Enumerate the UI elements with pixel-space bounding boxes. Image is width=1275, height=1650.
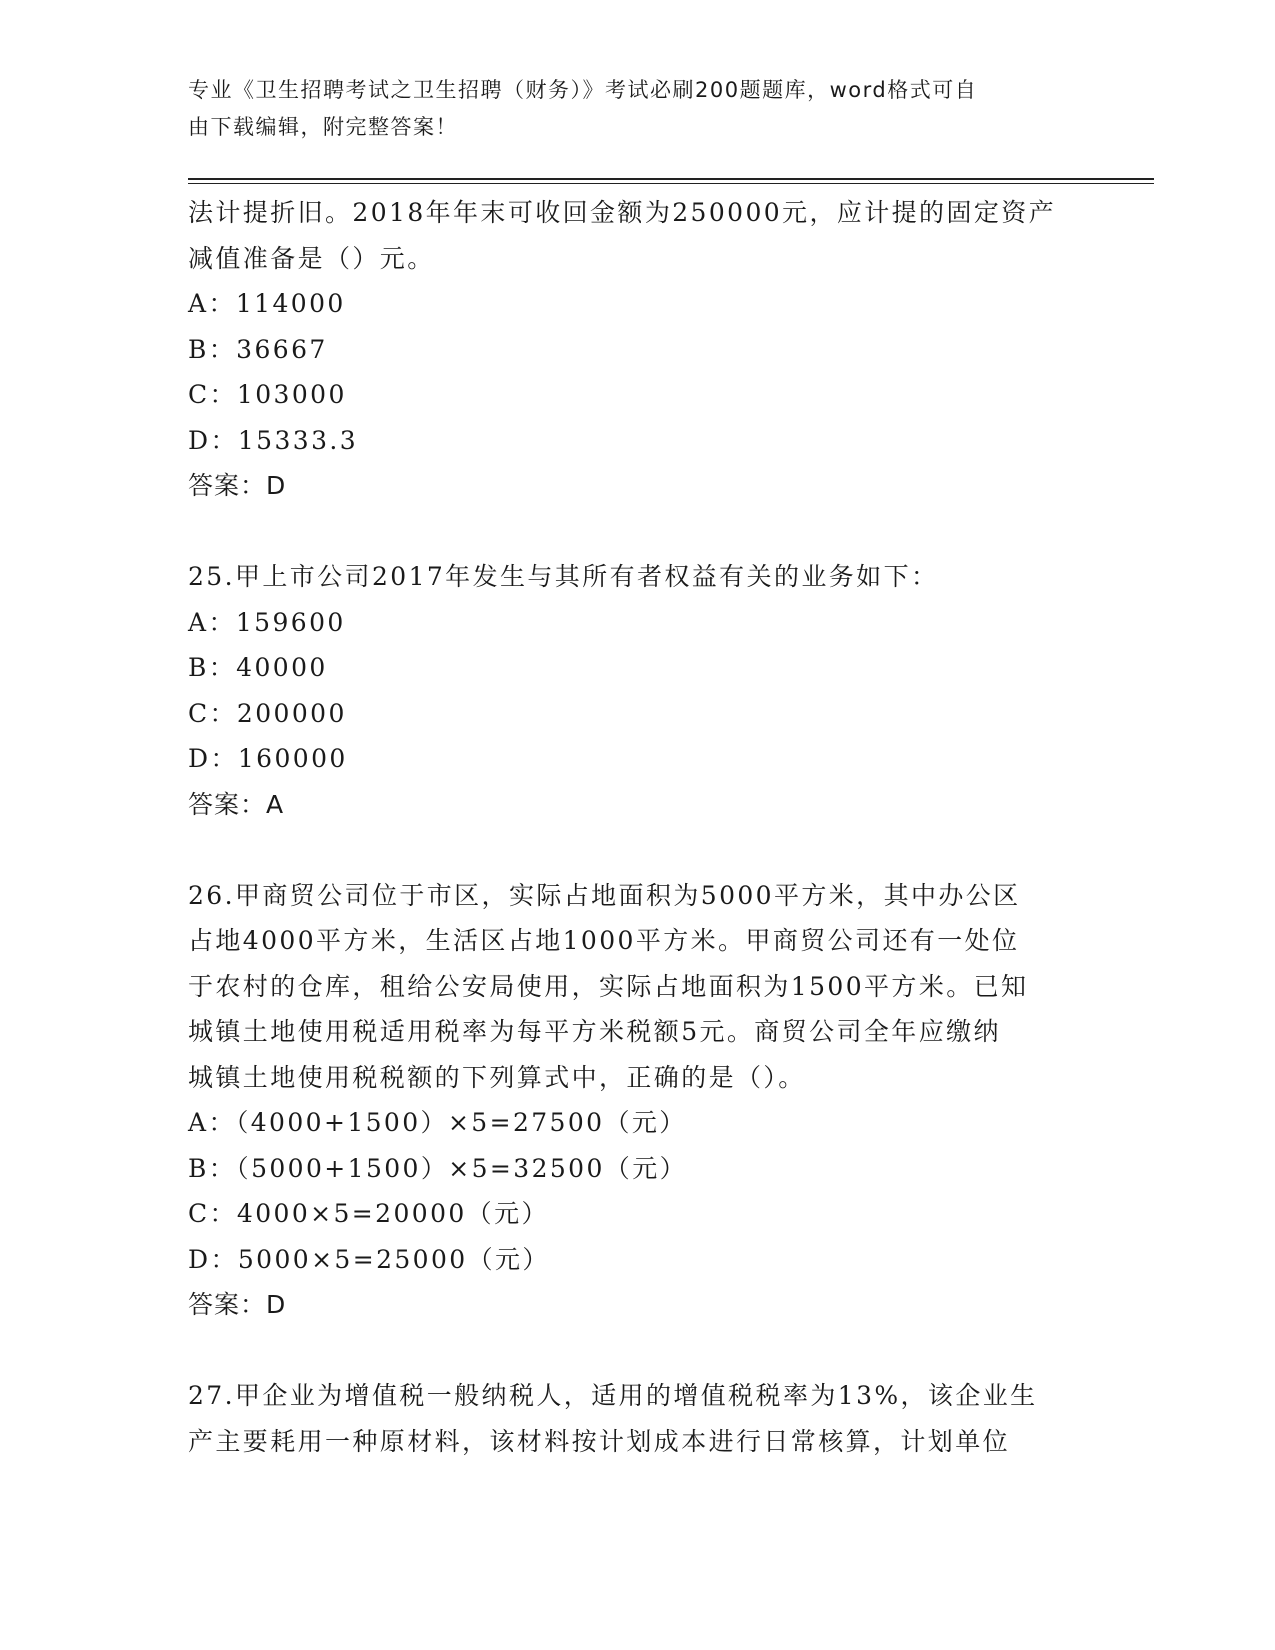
question-text-line: 占地4000平方米，生活区占地1000平方米。甲商贸公司还有一处位 — [188, 926, 1020, 955]
question-content — [188, 190, 1088, 1464]
option-b: B：（5000+1500）×5=32500（元） — [188, 1153, 687, 1183]
spacer — [188, 509, 1088, 555]
option-b: B：40000 — [188, 653, 328, 682]
header-divider-thin — [188, 183, 1154, 184]
question-25 — [188, 554, 1088, 827]
spacer — [188, 1328, 1088, 1374]
header-divider-thick — [188, 178, 1154, 180]
document-header — [188, 72, 1068, 146]
header-line-2: 由下载编辑，附完整答案！ — [188, 115, 458, 139]
question-text-line: 城镇土地使用税适用税率为每平方米税额5元。商贸公司全年应缴纳 — [188, 1017, 1001, 1046]
option-b: B：36667 — [188, 334, 328, 364]
question-text-line: 25.甲上市公司2017年发生与其所有者权益有关的业务如下： — [188, 562, 939, 591]
option-a: A：（4000+1500）×5=27500（元） — [188, 1108, 687, 1137]
header-line-1: 专业《卫生招聘考试之卫生招聘（财务）》考试必刷200题题库，word格式可自 — [188, 78, 978, 102]
option-c: C：103000 — [188, 380, 347, 409]
option-a: A：159600 — [188, 607, 346, 637]
question-text-line: 26.甲商贸公司位于市区，实际占地面积为5000平方米，其中办公区 — [188, 880, 1021, 910]
question-27 — [188, 1373, 1088, 1464]
answer-label: 答案：D — [188, 471, 287, 500]
question-24-continued — [188, 190, 1088, 509]
question-text-line: 减值准备是（）元。 — [188, 243, 435, 273]
option-c: C：200000 — [188, 698, 347, 728]
spacer — [188, 827, 1088, 873]
question-26 — [188, 873, 1088, 1328]
answer-label: 答案：D — [188, 1290, 287, 1319]
question-text-line: 城镇土地使用税税额的下列算式中，正确的是（）。 — [188, 1062, 806, 1092]
option-a: A：114000 — [188, 289, 346, 318]
option-c: C：4000×5=20000（元） — [188, 1199, 549, 1228]
question-text-line: 于农村的仓库，租给公安局使用，实际占地面积为1500平方米。已知 — [188, 971, 1029, 1001]
question-text-line: 27.甲企业为增值税一般纳税人，适用的增值税税率为13%，该企业生 — [188, 1381, 1038, 1410]
question-text-line: 产主要耗用一种原材料，该材料按计划成本进行日常核算，计划单位 — [188, 1426, 1011, 1456]
answer-label: 答案：A — [188, 789, 285, 819]
option-d: D：160000 — [188, 744, 348, 773]
option-d: D：5000×5=25000（元） — [188, 1244, 550, 1274]
option-d: D：15333.3 — [188, 425, 359, 455]
question-text-line: 法计提折旧。2018年年末可收回金额为250000元，应计提的固定资产 — [188, 198, 1057, 227]
